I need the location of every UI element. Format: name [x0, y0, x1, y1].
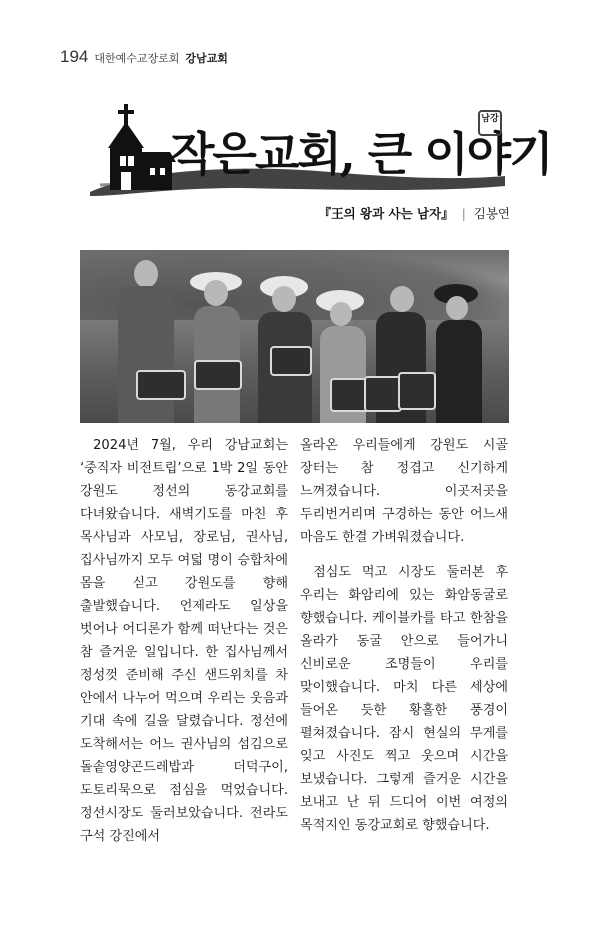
article-paragraph: 점심도 먹고 시장도 둘러본 후 우리는 화암리에 있는 화암동굴로 향했습니다. 케이블카를 타고 한참을 올라가 동굴 안으로 들어가니 신비로운 조명들이 우리를 맞이했습니다. 마치 다른 세상에 들어온 듯한 황홀한 풍경이 펼쳐졌습니다. 잠시 현실의 무게를 잊고 사진도 찍고 웃으며 시간을 보냈습니다. 그렇게 즐거운 시간을 보내고 난 뒤 드디어 이번 여정의 목적지인 동강교회로 향했습니다.	[300, 565, 508, 833]
article-paragraph: 올라온 우리들에게 강원도 시골 장터는 참 정겹고 신기하게 느껴졌습니다. 이곳저곳을 두리번거리며 구경하는 동안 어느새 마음도 한결 가벼워졌습니다.	[300, 438, 508, 545]
article-subtitle: 『王의 왕과 사는 남자』	[318, 206, 454, 221]
publication-name: 대한예수교장로회	[94, 52, 180, 65]
banner-title: 작은교회, 큰 이야기	[170, 127, 552, 181]
page-number: 194	[60, 47, 89, 66]
author-name: 김봉연	[473, 206, 510, 221]
subtitle-line	[319, 204, 510, 222]
column-banner	[80, 100, 552, 230]
divider: |	[461, 207, 466, 221]
article-column-right	[300, 434, 508, 837]
church-name: 강남교회	[185, 52, 228, 65]
group-photo	[80, 250, 509, 423]
article-column-left	[80, 434, 288, 848]
article-paragraph: 2024년 7월, 우리 강남교회는 ‘중직자 비전트립’으로 1박 2일 동안 강원도 정선의 동강교회를 다녀왔습니다. 새벽기도를 마친 후 목사님과 사모님, 장로님, 권사님, 집사님까지 모두 여덟 명이 승합차에 몸을 싣고 강원도를 향해 출발했습니다. 언제라도 일상을 벗어나 어디론가 함께 떠난다는 것은 참 즐거운 일입니다. 한 집사님께서 정성껏 준비해 주신 샌드위치를 차 안에서 나누어 먹으며 우리는 웃음과 기대 속에 길을 달렸습니다. 정선에 도착해서는 어느 권사님의 섬김으로 돌솥영양곤드레밥과 더덕구이, 도토리묵으로 점심을 먹었습니다. 정선시장도 둘러보았습니다. 전라도 구석 강진에서	[80, 438, 288, 844]
running-head	[60, 47, 228, 69]
seal-stamp: 남강	[478, 110, 502, 136]
